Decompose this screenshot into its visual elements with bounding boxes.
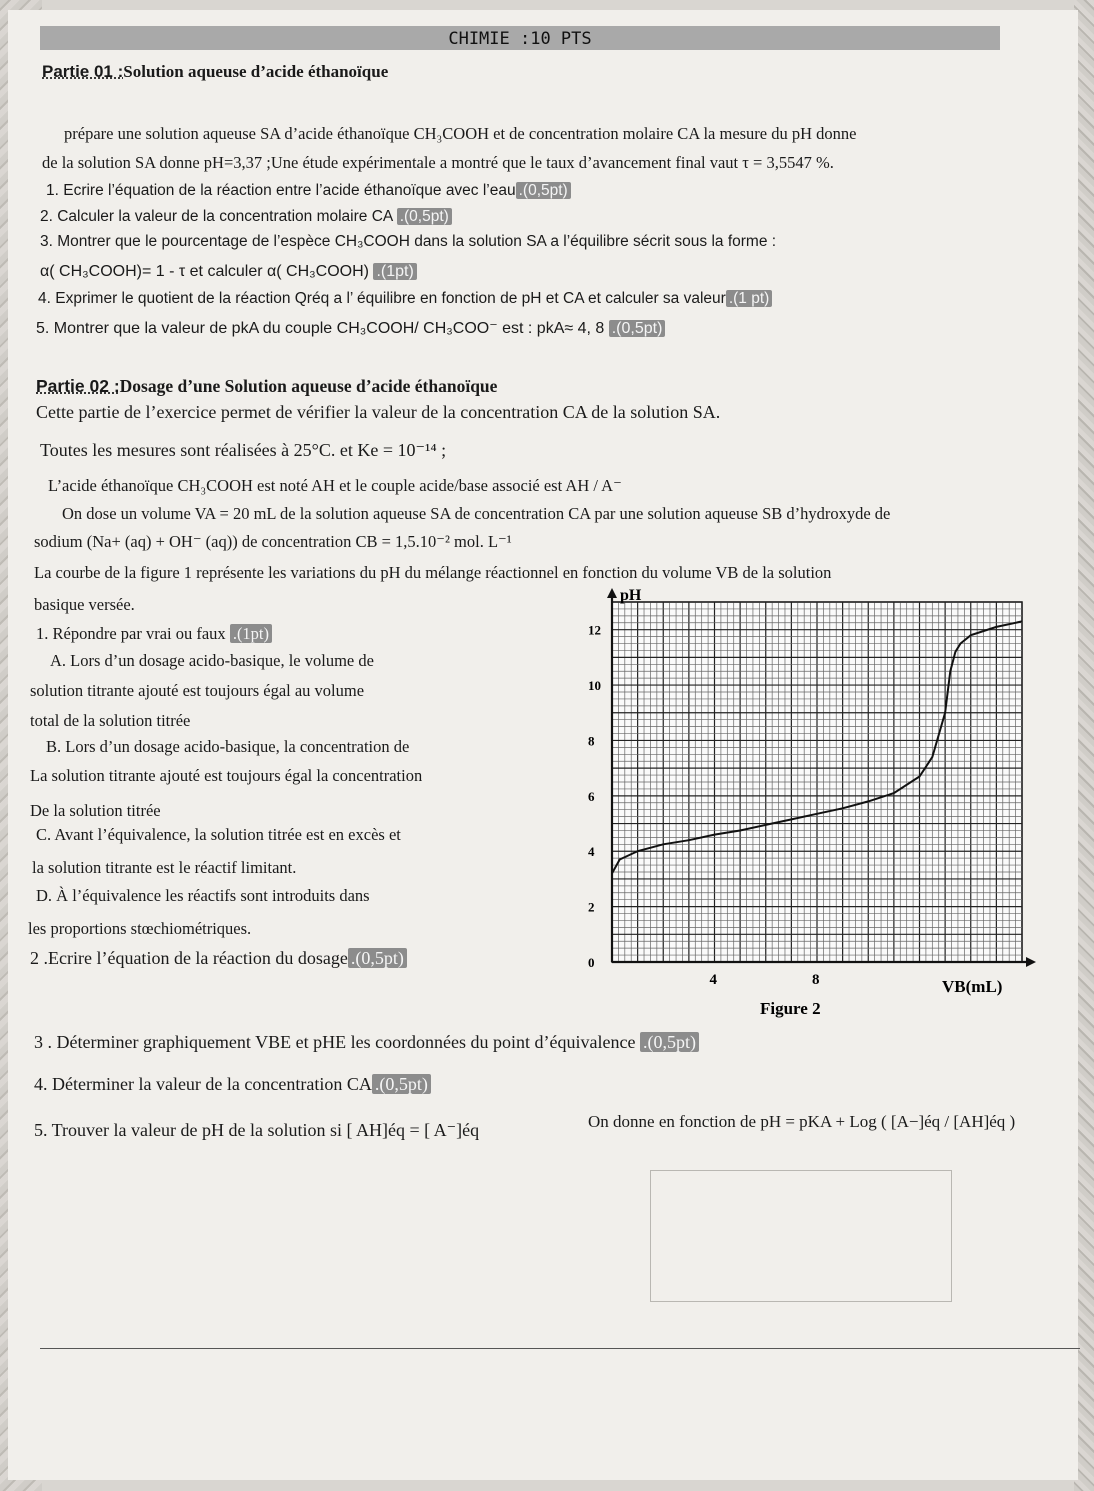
y-tick-label: 12	[588, 622, 601, 638]
part1-question-3-formula	[40, 263, 417, 281]
titration-curve-chart	[570, 582, 1050, 1022]
statement-c-line1: C. Avant l’équivalence, la solution titrée est en excès et	[36, 825, 401, 844]
points-badge: .(0,5pt)	[516, 182, 571, 199]
x-axis-label: VB(mL)	[942, 977, 1003, 996]
statement-b-line3: De la solution titrée	[30, 801, 161, 820]
part2-question-3	[34, 1032, 699, 1053]
part1-title-prefix: Partie 01 :	[42, 62, 124, 81]
y-tick-label: 10	[588, 678, 601, 694]
question-text: 5. Montrer que la valeur de pkA du couple CH₃COOH/ CH₃COO⁻ est : pkA≈ 4, 8	[36, 320, 605, 337]
y-tick-label: 2	[588, 899, 595, 915]
statement-d-line2: les proportions stœchiométriques.	[28, 919, 252, 938]
part1-title-text: Solution aqueuse d’acide éthanoïque	[123, 62, 389, 81]
y-tick-label: 0	[588, 955, 595, 970]
part2-title-text: Dosage d’une Solution aqueuse d’acide éthanoïque	[119, 376, 498, 396]
points-badge: .(1pt)	[373, 263, 416, 280]
part1-question-4	[38, 290, 772, 308]
points-badge: .(0,5pt)	[348, 948, 407, 968]
part1-intro-line2: de la solution SA donne pH=3,37 ;Une étude expérimentale a montré que le taux d’avancement final vaut τ = 3,5547 %.	[42, 153, 834, 172]
y-tick-label: 4	[588, 844, 595, 860]
part2-line-2: Toutes les mesures sont réalisées à 25°C. et Ke = 10⁻¹⁴ ;	[40, 440, 447, 460]
y-axis-label: pH	[620, 587, 642, 604]
points-badge: .(0,5pt)	[397, 208, 452, 225]
statement-a-line3: total de la solution titrée	[30, 711, 191, 730]
part2-line-7: basique versée.	[34, 595, 135, 614]
part2-line-5: sodium (Na+ (aq) + OH⁻ (aq)) de concentration CB = 1,5.10⁻² mol. L⁻¹	[34, 532, 512, 551]
part2-title-prefix: Partie 02 :	[36, 376, 120, 396]
part2-question-1	[36, 624, 272, 644]
part2-question-4	[34, 1074, 431, 1095]
part2-title	[36, 376, 497, 397]
figure-caption: Figure 2	[760, 999, 821, 1018]
part1-question-3: 3. Montrer que le pourcentage de l’espèce CH₃COOH dans la solution SA a l’équilibre sécrit sous la forme :	[40, 233, 777, 250]
question-text: 2 .Ecrire l’équation de la réaction du dosage	[30, 948, 348, 968]
part2-line-4: On dose un volume VA = 20 mL de la solution aqueuse SA de concentration CA par une solution aqueuse SB d’hydroxyde de	[62, 504, 891, 523]
x-axis-arrow	[1026, 957, 1036, 967]
statement-b-line2: La solution titrante ajouté est toujours égal la concentration	[30, 766, 423, 785]
points-badge: .(1 pt)	[726, 290, 772, 307]
statement-d-line1: D. À l’équivalence les réactifs sont introduits dans	[36, 886, 370, 905]
y-tick-label: 8	[588, 733, 595, 749]
part2-given-formula: On donne en fonction de pH = pKA + Log ( [A−]éq / [AH]éq )	[588, 1112, 1016, 1131]
part2-question-5: 5. Trouver la valeur de pH de la solution si [ AH]éq = [ A⁻]éq	[34, 1120, 480, 1140]
question-text: 4. Exprimer le quotient de la réaction Qréq a l’ équilibre en fonction de pH et CA et calculer sa valeur	[38, 290, 726, 307]
question-text: α( CH₃COOH)= 1 - τ et calculer α( CH₃COOH)	[40, 263, 369, 280]
question-text: 3 . Déterminer graphiquement VBE et pHE les coordonnées du point d’équivalence	[34, 1032, 636, 1052]
part1-question-5	[36, 318, 665, 338]
x-tick-label: 4	[709, 972, 717, 988]
question-text: 1. Ecrire l’équation de la réaction entre l’acide éthanoïque avec l’eau	[46, 182, 516, 199]
faint-sketch	[650, 1170, 952, 1302]
statement-c-line2: la solution titrante est le réactif limitant.	[32, 858, 297, 877]
part2-question-2	[30, 948, 407, 969]
y-tick-label: 6	[588, 788, 595, 804]
part2-line-1: Cette partie de l’exercice permet de vérifier la valeur de la concentration CA de la solution SA.	[36, 402, 721, 422]
part2-line-6: La courbe de la figure 1 représente les variations du pH du mélange réactionnel en fonction du volume VB de la solution	[34, 563, 832, 582]
question-text: 4. Déterminer la valeur de la concentration CA	[34, 1074, 372, 1094]
points-badge: .(1pt)	[230, 624, 272, 643]
part1-intro-line1: prépare une solution aqueuse SA d’acide éthanoïque CH₃COOH et de concentration molaire CA la mesure du pH donne	[64, 124, 857, 143]
statement-a-line2: solution titrante ajouté est toujours égal au volume	[30, 681, 365, 700]
question-text: 1. Répondre par vrai ou faux	[36, 624, 226, 643]
part1-question-1	[46, 182, 571, 200]
points-badge: .(0,5pt)	[609, 320, 666, 337]
chart-grid	[612, 602, 1022, 962]
points-badge: .(0,5pt)	[372, 1074, 431, 1094]
bottom-rule	[40, 1348, 1080, 1349]
part1-question-2	[40, 208, 452, 226]
question-text: 2. Calculer la valeur de la concentration molaire CA	[40, 208, 393, 225]
statement-a-line1: A. Lors d’un dosage acido-basique, le volume de	[50, 651, 374, 670]
points-badge: .(0,5pt)	[640, 1032, 699, 1052]
part2-line-3: L’acide éthanoïque CH₃COOH est noté AH et le couple acide/base associé est AH / A⁻	[48, 476, 622, 495]
section-header: CHIMIE :10 PTS	[40, 26, 1000, 50]
y-axis-arrow	[607, 588, 617, 598]
x-tick-label: 8	[812, 972, 820, 988]
part1-title	[42, 62, 388, 82]
statement-b-line1: B. Lors d’un dosage acido-basique, la concentration de	[46, 737, 410, 756]
